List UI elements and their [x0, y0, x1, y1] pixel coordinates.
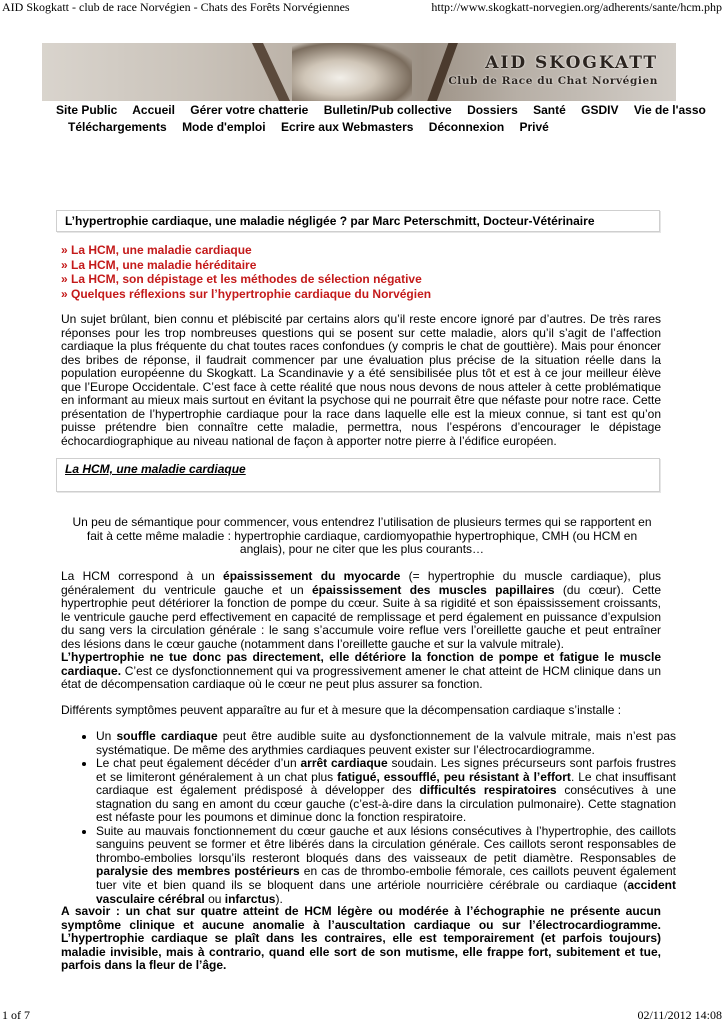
text-run: La HCM correspond à un	[61, 569, 224, 583]
print-header-url: http://www.skogkatt-norvegien.org/adherents/sante/hcm.php	[431, 0, 722, 14]
bold-run: arrêt cardiaque	[300, 756, 388, 771]
banner-cat-image	[292, 43, 412, 101]
text-run: . Le chat insuffisant cardiaque est également prédisposé à développer des	[96, 769, 676, 798]
text-run: consécutives à une stagnation du sang en amont du cœur gauche (c’est-à-dire dans la circulation pulmonaire). Cette stagnation est néfaste pour les poumons et diminue donc la fonction respiratoire.	[96, 783, 676, 825]
section-title: La HCM, une maladie cardiaque	[65, 462, 246, 476]
text-run: Le chat peut également décéder d’un	[96, 756, 301, 771]
nav-link-mode-emploi[interactable]: Mode d'emploi	[182, 120, 266, 134]
bold-run: infarctus	[224, 891, 276, 906]
nav-link-prive[interactable]: Privé	[519, 120, 549, 134]
banner-branch	[252, 43, 291, 101]
text-run: soudain. Les signes précurseurs sont parfois frustres et se limiteront généralement à un chat plus	[96, 756, 677, 784]
text-run: Suite au mauvais fonctionnement du cœur gauche et aux lésions consécutives à l’hypertrophie, des caillots sanguins peuvent se former et être libérés dans la circulation générale. Ces caillots seront responsables de thrombo-embolies lorsqu’ils resteront bloqués dans des vaisseaux de petit diamètre. Responsables de	[96, 823, 676, 865]
nav-link-gsdiv[interactable]: GSDIV	[581, 103, 619, 117]
nav-link-webmasters[interactable]: Ecrire aux Webmasters	[280, 120, 414, 134]
toc-link-depistage[interactable]: » La HCM, son dépistage et les méthodes de sélection négative	[61, 272, 422, 286]
text-run: Un	[96, 729, 117, 743]
nav-row-1	[56, 103, 718, 117]
list-item	[96, 730, 676, 757]
nav-link-telechargements[interactable]: Téléchargements	[68, 120, 167, 134]
toc-link-maladie-hereditaire[interactable]: » La HCM, une maladie héréditaire	[61, 257, 257, 272]
banner-branch	[424, 43, 460, 101]
banner-subtitle: Club de Race du Chat Norvégien	[448, 75, 658, 87]
text-run: en cas de thrombo-embolie fémorale, ces caillots peuvent également tuer vite et bien quand ils se bloquent dans une artériole nourricière cérébrale ou cardiaque (	[96, 864, 676, 893]
nav-link-site-public[interactable]: Site Public	[56, 103, 118, 117]
hcm-definition-paragraph	[61, 570, 661, 692]
symptoms-list	[82, 730, 676, 906]
symptoms-intro: Différents symptômes peuvent apparaître au fur et à mesure que la décompensation cardiaque s’installe :	[61, 703, 622, 717]
bold-run: L’hypertrophie ne tue donc pas directement, elle détériore la fonction de pompe et fatigue le muscle cardiaque.	[61, 650, 661, 678]
semantics-paragraph: Un peu de sémantique pour commencer, vous entendrez l’utilisation de plusieurs termes qui se rapportent en fait à cette même maladie : hypertrophie cardiaque, cardiomyopathie hypertrophique, CMH (ou HCM en anglais), pour ne citer que les plus courants…	[72, 515, 652, 557]
site-banner[interactable]	[42, 43, 676, 101]
toc-link-reflexions[interactable]: » Quelques réflexions sur l’hypertrophie cardiaque du Norvégien	[61, 286, 432, 301]
nav-link-sante[interactable]: Santé	[533, 103, 566, 117]
text-run: (= hypertrophie du muscle cardiaque), plus généralement du ventricule gauche et un	[61, 569, 661, 597]
text-run: (du cœur). Cette hypertrophie peut détériorer la fonction de pompe du cœur. Suite à sa rigidité et son épaississement croissants, le ventricule gauche perd effectivement en capacité de remplissage et perd également en puissance d’expulsion du sang vers la circulation générale : le sang s’accumule voire reflue vers l’oreillette gauche et peut entraîner des lésions dans le cœur gauche (notamment dans l’oreillette gauche et sur la valvule mitrale).	[61, 582, 661, 651]
intro-paragraph: Un sujet brûlant, bien connu et plébiscité par certains alors qu’il reste encore ignoré par d’autres. De très rares réponses pour les trop nombreuses questions qui se posent sur cette maladie, alors qu’il s’agit de l’affection cardiaque la plus fréquente du chat toutes races confondues (y compris le chat de gouttière). Mais pour énoncer des bribes de réponse, il faudrait commencer par une évaluation plus précise de la situation réelle dans la population européenne du Skogkatt. La Scandinavie y a été sensibilisée plus tôt et est à ce jour meilleur élève que l’Europe Occidentale. C’est face à cette réalité que nous nous devons de nous atteler à cette problématique en informant au mieux mais surtout en évitant la psychose qui ne pourrait être que néfaste pour notre race. Cette présentation de l’hypertrophie cardiaque pour la race dans laquelle elle est la mieux connue, si tant est qu’on puisse prétendre bien connaître cette maladie, permettra, nous l’espérons d’encourager le dépistage échocardiographique au niveau national de façon à apporter notre pierre à l’édifice européen.	[61, 312, 661, 448]
nav-link-vie-asso[interactable]: Vie de l'asso	[633, 103, 706, 117]
text-run: ou	[204, 891, 225, 906]
section-title-box	[56, 458, 660, 492]
bold-run: souffle cardiaque	[116, 729, 218, 743]
nav-link-dossiers[interactable]: Dossiers	[467, 103, 518, 117]
bold-run: fatigué, essoufflé, peu résistant à l’effort	[337, 769, 571, 784]
nav-row-2	[68, 120, 561, 134]
bold-run: difficultés respiratoires	[419, 783, 557, 798]
list-item	[96, 825, 676, 906]
bold-run: épaississement du myocarde	[223, 569, 401, 583]
bold-run: épaississement des muscles papillaires	[312, 582, 555, 597]
text-run: peut être audible suite au dysfonctionnement de la valvule mitrale, mais n’est pas systématique. De même des arythmies cardiaques peuvent exister sur l’électrocardiogramme.	[96, 729, 676, 757]
nav-link-deconnexion[interactable]: Déconnexion	[428, 120, 505, 134]
bold-run: accident vasculaire cérébral	[96, 878, 676, 906]
nav-link-gerer-chatterie[interactable]: Gérer votre chatterie	[190, 103, 309, 117]
toc-link-maladie-cardiaque[interactable]: » La HCM, une maladie cardiaque	[61, 243, 252, 257]
list-item	[96, 757, 676, 825]
print-header-title: AID Skogkatt - club de race Norvégien - Chats des Forêts Norvégiennes	[2, 0, 350, 14]
table-of-contents	[61, 243, 661, 301]
article-title-box	[56, 210, 660, 232]
text-run: ).	[275, 891, 283, 906]
conclusion-paragraph: A savoir : un chat sur quatre atteint de HCM légère ou modérée à l’échographie ne présente aucun symptôme clinique et aucune anomalie à l’auscultation cardiaque ou sur l’électrocardiogramme. L’hypertrophie cardiaque se plaît dans les contraires, elle est temporairement (et parfois toujours) maladie invisible, mais à contrario, quand elle sort de son mutisme, elle frappe fort, subitement et tue, parfois dans la fleur de l’âge.	[61, 904, 661, 973]
page-number: 1 of 7	[2, 1008, 30, 1022]
print-datetime: 02/11/2012 14:08	[637, 1008, 722, 1022]
nav-link-accueil[interactable]: Accueil	[132, 103, 175, 117]
bold-run: paralysie des membres postérieurs	[96, 864, 300, 879]
print-header	[0, 0, 724, 16]
banner-title: AID SKOGKATT	[485, 53, 658, 73]
article-title: L’hypertrophie cardiaque, une maladie négligée ? par Marc Peterschmitt, Docteur-Vétérinaire	[65, 214, 595, 228]
text-run: C’est ce dysfonctionnement qui va progressivement amener le chat atteint de HCM clinique dans un état de décompensation cardiaque où le cœur ne peut plus assurer sa fonction.	[61, 663, 661, 692]
nav-link-bulletin[interactable]: Bulletin/Pub collective	[323, 103, 452, 117]
